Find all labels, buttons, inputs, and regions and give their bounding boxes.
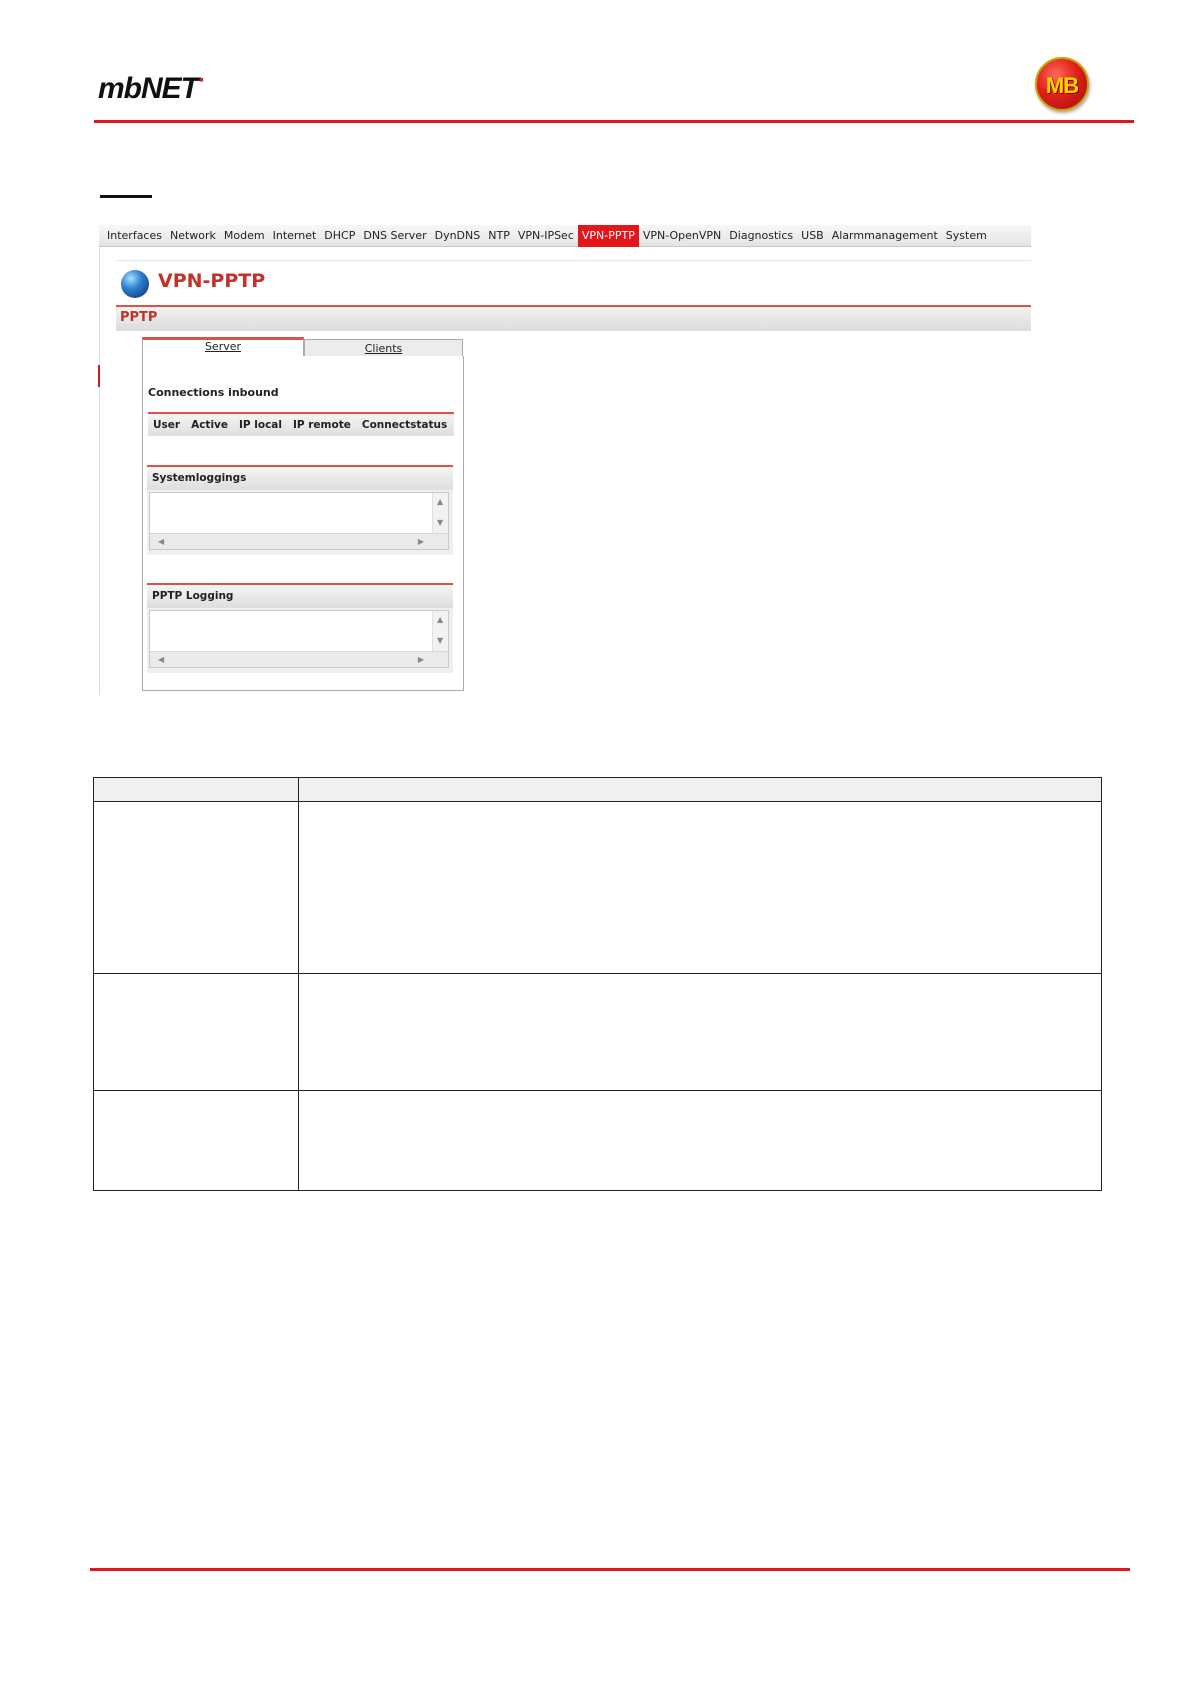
scroll-up-icon[interactable]: ▲	[437, 497, 444, 506]
table-row	[94, 974, 1102, 1091]
menu-system[interactable]: System	[945, 228, 987, 242]
main-menu	[99, 225, 1031, 247]
vertical-scrollbar[interactable]	[432, 493, 448, 533]
systemloggings-label: Systemloggings	[152, 472, 247, 484]
header-rule	[94, 120, 1134, 123]
systemloggings-box	[147, 465, 453, 555]
menu-ntp[interactable]: NTP	[488, 228, 510, 242]
menu-modem[interactable]: Modem	[223, 228, 265, 242]
table-cell	[299, 1091, 1102, 1191]
menu-dyndns[interactable]: DynDNS	[434, 228, 481, 242]
left-marker	[98, 365, 100, 387]
scroll-left-icon[interactable]: ◀	[158, 655, 165, 664]
tab-clients[interactable]: Clients	[304, 339, 463, 357]
table-cell	[94, 802, 299, 974]
systemloggings-header	[147, 467, 453, 490]
table-header-cell	[299, 778, 1102, 802]
menu-interfaces[interactable]: Interfaces	[107, 228, 162, 242]
menu-dhcp[interactable]: DHCP	[324, 228, 356, 242]
mb-logo-text: MB	[1045, 73, 1079, 98]
footer-rule	[90, 1568, 1130, 1571]
menu-vpn-ipsec[interactable]: VPN-IPSec	[517, 228, 574, 242]
tab-server[interactable]: Server	[142, 337, 304, 357]
vpn-pptp-screenshot	[99, 225, 1031, 695]
scroll-left-icon[interactable]: ◀	[158, 537, 165, 546]
page-title: VPN-PPTP	[158, 270, 266, 292]
pptp-logging-textarea[interactable]	[149, 610, 449, 668]
section-title: PPTP	[120, 310, 158, 325]
pptp-logging-box	[147, 583, 453, 673]
scroll-right-icon[interactable]: ▶	[417, 537, 424, 546]
description-table	[93, 777, 1102, 1191]
scroll-up-icon[interactable]: ▲	[437, 615, 444, 624]
col-user: User	[153, 419, 181, 431]
pptp-logging-header	[147, 585, 453, 608]
systemloggings-textarea[interactable]	[149, 492, 449, 550]
menu-vpn-openvpn[interactable]: VPN-OpenVPN	[642, 228, 722, 242]
col-ip-local: IP local	[239, 419, 282, 431]
scroll-right-icon[interactable]: ▶	[417, 655, 424, 664]
horizontal-scrollbar[interactable]	[150, 533, 448, 549]
menu-vpn-pptp[interactable]: VPN-PPTP	[578, 225, 639, 247]
section-header	[116, 305, 1031, 331]
menu-internet[interactable]: Internet	[272, 228, 317, 242]
vertical-scrollbar[interactable]	[432, 611, 448, 651]
scroll-down-icon[interactable]: ▼	[437, 636, 444, 645]
table-cell	[299, 802, 1102, 974]
col-active: Active	[191, 419, 229, 431]
col-ip-remote: IP remote	[293, 419, 351, 431]
page-title-box	[116, 260, 1031, 305]
table-cell	[94, 1091, 299, 1191]
left-border	[99, 247, 100, 695]
table-header-cell	[94, 778, 299, 802]
table-header-row	[94, 778, 1102, 802]
menu-diagnostics[interactable]: Diagnostics	[729, 228, 794, 242]
scroll-down-icon[interactable]: ▼	[437, 518, 444, 527]
brand-mark: ▪	[199, 71, 203, 87]
menu-dns-server[interactable]: DNS Server	[363, 228, 427, 242]
col-connectstatus: Connectstatus	[361, 419, 448, 431]
brand-logo	[98, 72, 202, 106]
table-cell	[94, 974, 299, 1091]
pptp-logging-label: PPTP Logging	[152, 590, 234, 602]
menu-alarmmanagement[interactable]: Alarmmanagement	[831, 228, 938, 242]
mb-logo-icon	[1035, 57, 1089, 111]
table-row	[94, 1091, 1102, 1191]
connections-label: Connections inbound	[148, 386, 279, 399]
table-row	[94, 802, 1102, 974]
horizontal-scrollbar[interactable]	[150, 651, 448, 667]
connections-table-header	[148, 412, 454, 436]
globe-icon	[121, 270, 149, 298]
menu-usb[interactable]: USB	[801, 228, 824, 242]
menu-network[interactable]: Network	[169, 228, 216, 242]
brand-text: mbNET	[98, 72, 198, 105]
heading-rule	[100, 195, 152, 198]
table-cell	[299, 974, 1102, 1091]
